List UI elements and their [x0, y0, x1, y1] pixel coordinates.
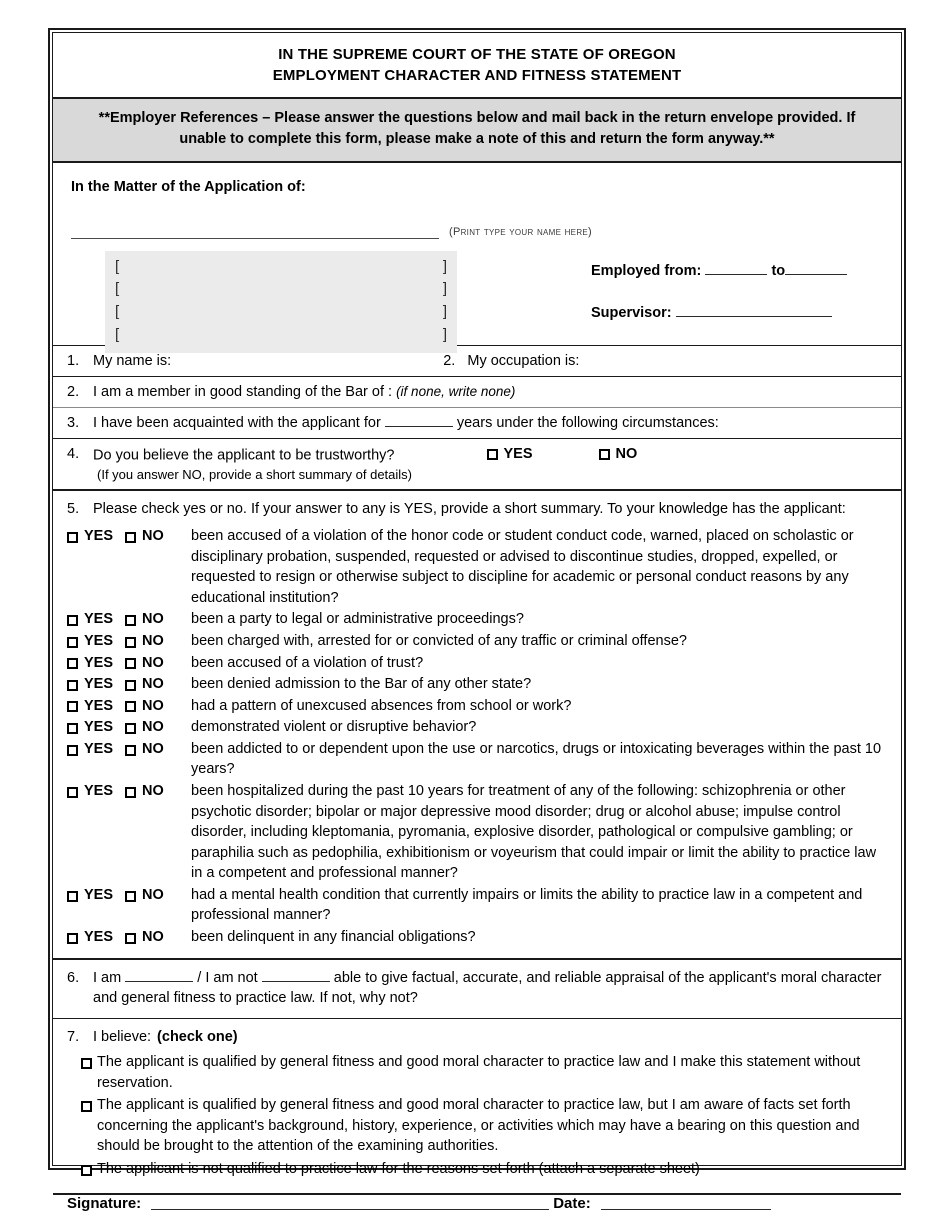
item-no-choice[interactable] — [125, 885, 191, 906]
employed-to-input[interactable] — [785, 274, 847, 275]
item-no-choice[interactable] — [125, 739, 191, 760]
section-7-number: 7. — [67, 1028, 80, 1045]
bracket-close: ] — [442, 326, 447, 344]
applicant-name-input-line[interactable] — [71, 224, 439, 239]
item-text: been accused of a violation of the honor code or student conduct code, warned, placed on scholastic or disciplinary probation, suspended, requested or advised to discontinue studies, dropped, expelled, or requested to resign or otherwise subject to discipline for academic or personal conduct reasons by any educational institution? — [191, 528, 854, 606]
section-5 — [53, 491, 901, 960]
employed-from-row — [591, 263, 847, 279]
checkbox-icon[interactable] — [599, 449, 610, 460]
bracket-open: [ — [115, 257, 120, 275]
question-3-number: 3. — [67, 414, 80, 431]
section-6-label-b: / I am not — [197, 969, 258, 986]
checkbox-icon[interactable] — [67, 745, 78, 756]
checkbox-icon[interactable] — [125, 615, 136, 626]
form-outer-frame — [48, 28, 906, 1212]
question-4-yes-label: YES — [503, 445, 533, 462]
item-text: been delinquent in any financial obligations? — [191, 929, 476, 946]
title-line-1: IN THE SUPREME COURT OF THE STATE OF OREGON — [278, 46, 676, 63]
yes-no-item — [63, 526, 891, 608]
address-bracket-box[interactable] — [105, 251, 457, 353]
title-line-2: EMPLOYMENT CHARACTER AND FITNESS STATEMENT — [272, 67, 682, 85]
checkbox-icon[interactable] — [125, 701, 136, 712]
employed-from-label: Employed from: — [591, 262, 702, 279]
yes-label: YES — [84, 528, 114, 545]
belief-option[interactable] — [63, 1159, 891, 1183]
item-no-choice[interactable] — [125, 609, 191, 630]
belief-option-text: The applicant is not qualified to practice law for the reasons set forth (attach a separate sheet) — [97, 1160, 700, 1177]
question-1-label: My name is: — [93, 352, 172, 369]
yes-label: YES — [84, 654, 114, 671]
item-text: been addicted to or dependent upon the use or narcotics, drugs or intoxicating beverages within the past 10 years? — [191, 740, 882, 778]
item-no-choice[interactable] — [125, 927, 191, 948]
yes-no-item — [63, 781, 891, 884]
matter-columns — [67, 251, 887, 353]
section-6-label-c: able to give factual, accurate, and reliable appraisal of the applicant's moral character and general fitness to practice law. If not, why not? — [93, 969, 882, 1007]
question-4-number: 4. — [67, 445, 80, 462]
employed-from-input[interactable] — [705, 274, 767, 275]
question-4-no-choice[interactable] — [599, 444, 638, 464]
yes-label: YES — [84, 886, 114, 903]
supervisor-input[interactable] — [676, 316, 832, 317]
no-label: NO — [142, 676, 164, 693]
yes-no-item — [63, 696, 891, 717]
supervisor-row — [591, 305, 847, 321]
item-yes-choice[interactable] — [63, 739, 125, 760]
section-7-check-one: (check one) — [157, 1028, 238, 1045]
question-4-yes-choice[interactable] — [487, 444, 533, 464]
item-yes-choice[interactable] — [63, 885, 125, 906]
bracket-row — [115, 278, 447, 301]
belief-option-text: The applicant is qualified by general fitness and good moral character to practice law, but I am aware of facts set forth concerning the applicant's background, history, experience, or activities which may have a bearing on this question and should be brought to the attention of the examining authorities. — [97, 1097, 860, 1155]
checkbox-icon[interactable] — [125, 745, 136, 756]
yes-no-item — [63, 885, 891, 926]
item-no-choice[interactable] — [125, 631, 191, 652]
bracket-close: ] — [442, 257, 447, 275]
checkbox-icon[interactable] — [67, 532, 78, 543]
checkbox-icon[interactable] — [67, 637, 78, 648]
item-text: been charged with, arrested for or convicted of any traffic or criminal offense? — [191, 632, 687, 649]
belief-option-text: The applicant is qualified by general fitness and good moral character to practice law and I make this statement without reservation. — [97, 1054, 861, 1091]
date-label: Date: — [553, 1194, 591, 1212]
bracket-close: ] — [442, 280, 447, 298]
yes-no-item — [63, 717, 891, 738]
question-3-row — [53, 408, 901, 439]
question-2-number: 2. — [67, 383, 80, 400]
checkbox-icon[interactable] — [487, 449, 498, 460]
item-yes-choice[interactable] — [63, 653, 125, 674]
applicant-name-line-row — [71, 224, 887, 239]
checkbox-icon[interactable] — [81, 1058, 92, 1069]
employed-to-label: to — [771, 262, 786, 279]
section-6-label-a: I am — [93, 969, 122, 986]
question-2-hint: (if none, write none) — [396, 383, 516, 399]
checkbox-icon[interactable] — [125, 891, 136, 902]
question-4-note: (If you answer NO, provide a short summary of details) — [97, 467, 413, 483]
checkbox-icon[interactable] — [81, 1165, 92, 1176]
question-1b-label: My occupation is: — [467, 352, 580, 369]
no-label: NO — [142, 719, 164, 736]
supervisor-label: Supervisor: — [591, 304, 672, 321]
matter-of-application-block — [53, 163, 901, 346]
checkbox-icon[interactable] — [67, 615, 78, 626]
question-1-body — [93, 351, 891, 371]
yes-label: YES — [84, 697, 114, 714]
no-label: NO — [142, 654, 164, 671]
checkbox-icon[interactable] — [67, 891, 78, 902]
no-label: NO — [142, 783, 164, 799]
item-text: been accused of a violation of trust? — [191, 654, 424, 671]
item-yes-choice[interactable] — [63, 631, 125, 652]
question-4-choices — [487, 444, 638, 464]
question-3-body — [93, 413, 891, 433]
section-6-am-input[interactable] — [125, 981, 193, 982]
yes-no-item — [63, 653, 891, 674]
checkbox-icon[interactable] — [67, 658, 78, 669]
question-4-label: Do you believe the applicant to be trustworthy? — [93, 447, 395, 464]
checkbox-cell — [63, 1052, 97, 1076]
signature-label: Signature: — [67, 1194, 142, 1212]
no-label: NO — [142, 632, 164, 649]
section-7-lead: I believe: — [93, 1028, 152, 1045]
item-yes-choice[interactable] — [63, 717, 125, 738]
form-inner-frame — [52, 32, 902, 1212]
question-3-label-b: years under the following circumstances: — [456, 414, 719, 431]
yes-label: YES — [84, 719, 114, 736]
item-text: been a party to legal or administrative proceedings? — [191, 611, 524, 628]
no-label: NO — [142, 929, 164, 946]
matter-heading: In the Matter of the Application of: — [71, 178, 306, 195]
yes-no-item — [63, 739, 891, 780]
item-text: had a mental health condition that currently impairs or limits the ability to practice law in a competent and professional manner? — [191, 886, 863, 924]
question-4-body — [93, 444, 891, 466]
item-text: been denied admission to the Bar of any other state? — [191, 676, 532, 693]
section-6 — [53, 960, 901, 1019]
item-yes-choice[interactable] — [63, 674, 125, 695]
bracket-row — [115, 256, 447, 279]
bracket-row — [115, 301, 447, 324]
question-2-label: I am a member in good standing of the Bar of : — [93, 383, 393, 400]
signature-input[interactable] — [151, 1196, 549, 1210]
yes-label: YES — [84, 929, 114, 946]
belief-option[interactable] — [63, 1052, 891, 1093]
checkbox-icon[interactable] — [125, 658, 136, 669]
signature-row — [53, 1195, 901, 1212]
bracket-open: [ — [115, 303, 120, 321]
item-text: been hospitalized during the past 10 years for treatment of any of the following: schizophrenia or other psychotic disorder; bipolar or major depressive mood disorder; drug or alcohol abuse; impulse control disorder, including kleptomania, pyromania, explosive disorder, pathological or compulsive gambling; or paraphilia such as pedophilia, exhibitionism or voyeurism that could impair or limit the ability to practice law in a competent and professional manner? — [191, 783, 877, 882]
checkbox-icon[interactable] — [125, 933, 136, 944]
checkbox-icon[interactable] — [67, 723, 78, 734]
item-yes-choice[interactable] — [63, 609, 125, 630]
checkbox-cell — [63, 1159, 97, 1183]
item-yes-choice[interactable] — [63, 927, 125, 948]
document-title-block — [53, 33, 901, 98]
yes-label: YES — [84, 676, 114, 693]
bracket-row — [115, 324, 447, 347]
question-3-label-a: I have been acquainted with the applicant for — [93, 414, 381, 431]
date-input[interactable] — [601, 1196, 771, 1210]
yes-label: YES — [84, 632, 114, 649]
question-2-row — [53, 377, 901, 408]
section-5-items — [63, 526, 891, 948]
bracket-open: [ — [115, 326, 120, 344]
section-5-header — [63, 499, 891, 519]
no-label: NO — [142, 697, 164, 714]
section-5-intro: Please check yes or no. If your answer to any is YES, provide a short summary. To your knowledge has the applicant: — [93, 501, 846, 518]
no-label: NO — [142, 611, 164, 628]
checkbox-icon[interactable] — [125, 680, 136, 691]
section-6-body — [93, 968, 891, 1009]
item-yes-choice[interactable] — [63, 526, 125, 547]
checkbox-icon[interactable] — [67, 787, 78, 798]
section-5-number: 5. — [67, 501, 80, 518]
question-3-years-input[interactable] — [385, 426, 453, 427]
question-4-no-label: NO — [615, 445, 638, 462]
checkbox-icon[interactable] — [81, 1101, 92, 1112]
checkbox-icon[interactable] — [125, 532, 136, 543]
item-text: had a pattern of unexcused absences from school or work? — [191, 697, 572, 714]
no-label: NO — [142, 886, 164, 903]
bracket-open: [ — [115, 280, 120, 298]
no-label: NO — [142, 528, 164, 545]
yes-no-item — [63, 609, 891, 630]
employer-references-banner — [53, 98, 901, 163]
item-yes-choice[interactable] — [63, 781, 125, 802]
checkbox-icon[interactable] — [67, 701, 78, 712]
checkbox-icon[interactable] — [125, 787, 136, 798]
question-1b-number: 2. — [443, 352, 456, 369]
item-no-choice[interactable] — [125, 653, 191, 674]
checkbox-icon[interactable] — [67, 680, 78, 691]
item-no-choice[interactable] — [125, 526, 191, 547]
item-no-choice[interactable] — [125, 696, 191, 717]
employment-fields — [591, 251, 847, 353]
question-4-row — [53, 439, 901, 491]
yes-label: YES — [84, 611, 114, 628]
yes-no-item — [63, 674, 891, 695]
yes-label: YES — [84, 783, 114, 799]
yes-label: YES — [84, 740, 114, 757]
section-7-header — [63, 1027, 891, 1047]
section-7 — [53, 1019, 901, 1195]
section-6-am-not-input[interactable] — [262, 981, 330, 982]
checkbox-icon[interactable] — [67, 933, 78, 944]
question-2-body — [93, 382, 891, 402]
bracket-close: ] — [442, 303, 447, 321]
yes-no-item — [63, 927, 891, 948]
checkbox-icon[interactable] — [125, 723, 136, 734]
banner-text: **Employer References – Please answer the questions below and mail back in the return envelope provided. If unable to complete this form, please make a note of this and return the form anyway.** — [98, 109, 856, 147]
belief-option[interactable] — [63, 1095, 891, 1157]
no-label: NO — [142, 740, 164, 757]
question-1-number: 1. — [67, 352, 80, 369]
item-no-choice[interactable] — [125, 674, 191, 695]
checkbox-icon[interactable] — [125, 637, 136, 648]
item-no-choice[interactable] — [125, 781, 191, 802]
checkbox-cell — [63, 1095, 97, 1119]
item-yes-choice[interactable] — [63, 696, 125, 717]
section-6-number: 6. — [67, 969, 80, 986]
yes-no-item — [63, 631, 891, 652]
print-name-hint: (Print type your name here) — [449, 225, 592, 238]
item-no-choice[interactable] — [125, 717, 191, 738]
item-text: demonstrated violent or disruptive behavior? — [191, 719, 477, 736]
